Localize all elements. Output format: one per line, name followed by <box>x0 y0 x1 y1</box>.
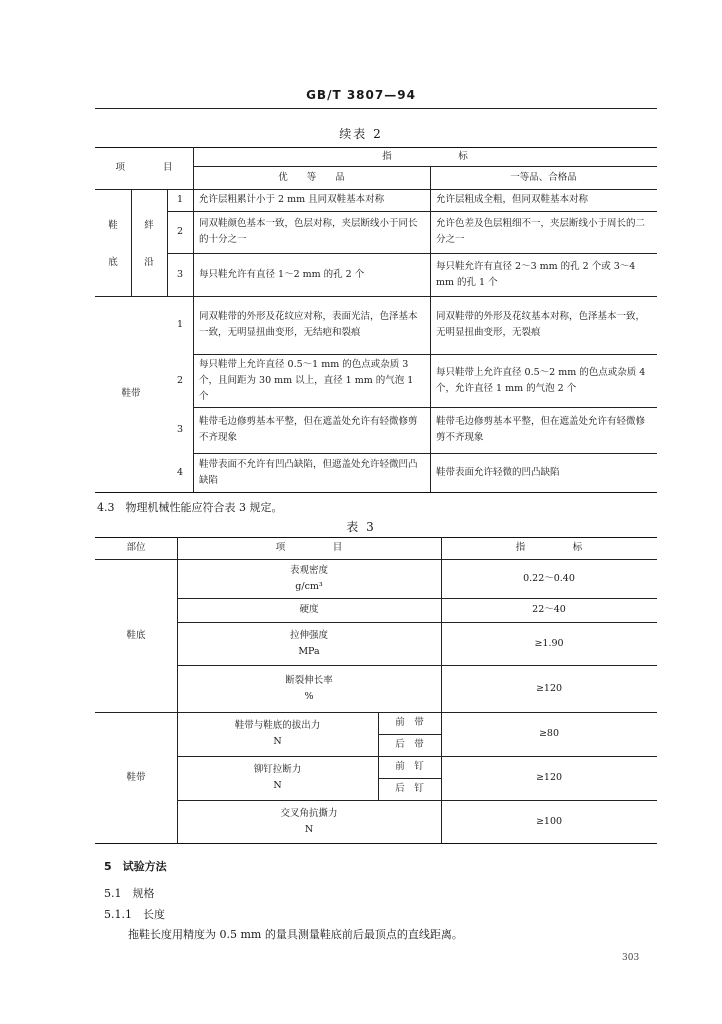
table2-cell-grade2: 同双鞋带的外形及花纹基本对称，色泽基本一致，无明显扭曲变形，无裂痕 <box>436 311 646 338</box>
item-unit: MPa <box>298 645 320 657</box>
item-name: 鞋带与鞋底的拔出力 <box>234 720 321 731</box>
table3-item <box>177 800 441 843</box>
table2-row-no: 3 <box>176 268 184 280</box>
table3-subitem: 前 钉 <box>395 761 424 772</box>
table3-item: 硬度 <box>299 604 319 615</box>
table2-row-no: 2 <box>176 226 184 237</box>
clause-4-3: 4.3 物理机械性能应符合表 3 规定。 <box>97 501 283 514</box>
page-number: 303 <box>622 953 640 963</box>
table3-subitem: 前 带 <box>395 717 424 728</box>
group1-label-a1: 鞋 <box>108 220 118 231</box>
table2-header-grade1: 优 等 品 <box>278 171 345 183</box>
table2-row-no: 1 <box>176 319 184 330</box>
group1-label-a2: 底 <box>108 257 118 268</box>
table2-cell-grade1: 每只鞋允许有直径 1～2 mm 的孔 2 个 <box>199 268 365 280</box>
section-5-1-heading: 5.1 规格 <box>104 887 155 900</box>
table3-item <box>177 622 441 665</box>
item-unit: N <box>273 780 282 791</box>
table2-cell-grade2: 鞋带毛边修剪基本平整，但在遮盖处允许有轻微修剪不齐现象 <box>436 416 646 443</box>
table2-cell-grade2: 每只鞋带上允许直径 0.5～2 mm 的色点或杂质 4 个，允许直径 1 mm 的气泡 2 个 <box>436 366 646 394</box>
table2-cell-grade2: 允许色差及色层粗细不一，夹层断线小于周长的二分之一 <box>436 218 646 245</box>
section-5-heading: 5 试验方法 <box>104 860 167 873</box>
table3-value: ≥100 <box>535 815 563 827</box>
standard-number: GB/T 3807—94 <box>306 88 416 102</box>
table3-part-strap: 鞋带 <box>126 771 146 783</box>
table2-header-item: 项 目 <box>115 162 173 173</box>
table2-cell-grade1: 允许层粗累计小于 2 mm 且同双鞋基本对称 <box>199 194 385 205</box>
table2-row-no: 3 <box>176 424 184 435</box>
group2-label: 鞋带 <box>121 388 141 399</box>
table3-caption: 表 3 <box>346 520 376 534</box>
table3-part-sole: 鞋底 <box>126 629 146 641</box>
table2-row-no: 1 <box>176 194 184 205</box>
table2-cell-grade1: 同双鞋颜色基本一致，色层对称，夹层断线小于同长的十分之一 <box>199 218 418 245</box>
header-rule <box>95 108 657 109</box>
item-unit: N <box>304 823 314 835</box>
item-name: 表观密度 <box>289 564 328 576</box>
table3-item <box>177 712 378 756</box>
table3-item <box>177 665 441 712</box>
item-unit: N <box>273 736 282 747</box>
table2-header-indicator: 指 标 <box>382 150 468 162</box>
table2-cell-grade1: 同双鞋带的外形及花纹应对称，表面光洁，色泽基本一致，无明显扭曲变形，无结疤和裂痕 <box>199 311 418 338</box>
table2-caption: 续表 2 <box>339 127 383 141</box>
table3-value: 22～40 <box>532 604 566 615</box>
table2-cell-grade1: 鞋带表面不允许有凹凸缺陷，但遮盖处允许轻微凹凸缺陷 <box>199 458 418 486</box>
group1-label-b1: 絆 <box>144 220 154 231</box>
table2-row-no: 2 <box>176 374 184 386</box>
group1-label-b2: 沿 <box>144 257 154 268</box>
table3-subitem: 后 钉 <box>395 783 424 794</box>
length-paragraph: 拖鞋长度用精度为 0.5 mm 的量具测量鞋底前后最顶点的直线距离。 <box>128 928 463 941</box>
table3-value: ≥1.90 <box>534 637 564 649</box>
section-5-1-1-heading: 5.1.1 长度 <box>104 908 165 921</box>
item-unit: % <box>304 690 314 702</box>
table3-value: ≥120 <box>535 682 563 694</box>
table3-header-indicator: 指 标 <box>515 542 583 553</box>
table2-cell-grade2: 每只鞋允许有直径 2～3 mm 的孔 2 个或 3～4 mm 的孔 1 个 <box>436 260 636 288</box>
item-unit: g/cm³ <box>295 580 323 592</box>
item-name: 铆钉拉断力 <box>253 764 302 775</box>
table3-item <box>177 559 441 598</box>
item-name: 断裂伸长率 <box>285 674 333 686</box>
table3-item <box>177 756 378 800</box>
table3-header-item: 项 目 <box>275 542 343 553</box>
table3-value: 0.22～0.40 <box>523 572 575 584</box>
table3-value: ≥80 <box>538 728 560 739</box>
item-name: 交叉角抗撕力 <box>280 807 338 819</box>
table2-header-grade2: 一等品、合格品 <box>510 171 577 183</box>
table3-header-part: 部位 <box>126 542 146 553</box>
table3-value: ≥120 <box>535 772 563 783</box>
table2-cell-grade1: 鞋带毛边修剪基本平整，但在遮盖处允许有轻微修剪不齐现象 <box>199 416 418 443</box>
table2-cell-grade2: 允许层粗成全粗，但同双鞋基本对称 <box>436 194 589 205</box>
table2-cell-grade1: 每只鞋带上允许直径 0.5～1 mm 的色点或杂质 3 个，且间距为 30 mm 以上，直径 1 mm 的气泡 1 个 <box>199 358 414 402</box>
table3-subitem: 后 带 <box>395 739 424 750</box>
table2-row-no: 4 <box>176 466 184 478</box>
item-name: 拉伸强度 <box>289 629 328 641</box>
table2-cell-grade2: 鞋带表面允许轻微的凹凸缺陷 <box>436 466 560 478</box>
